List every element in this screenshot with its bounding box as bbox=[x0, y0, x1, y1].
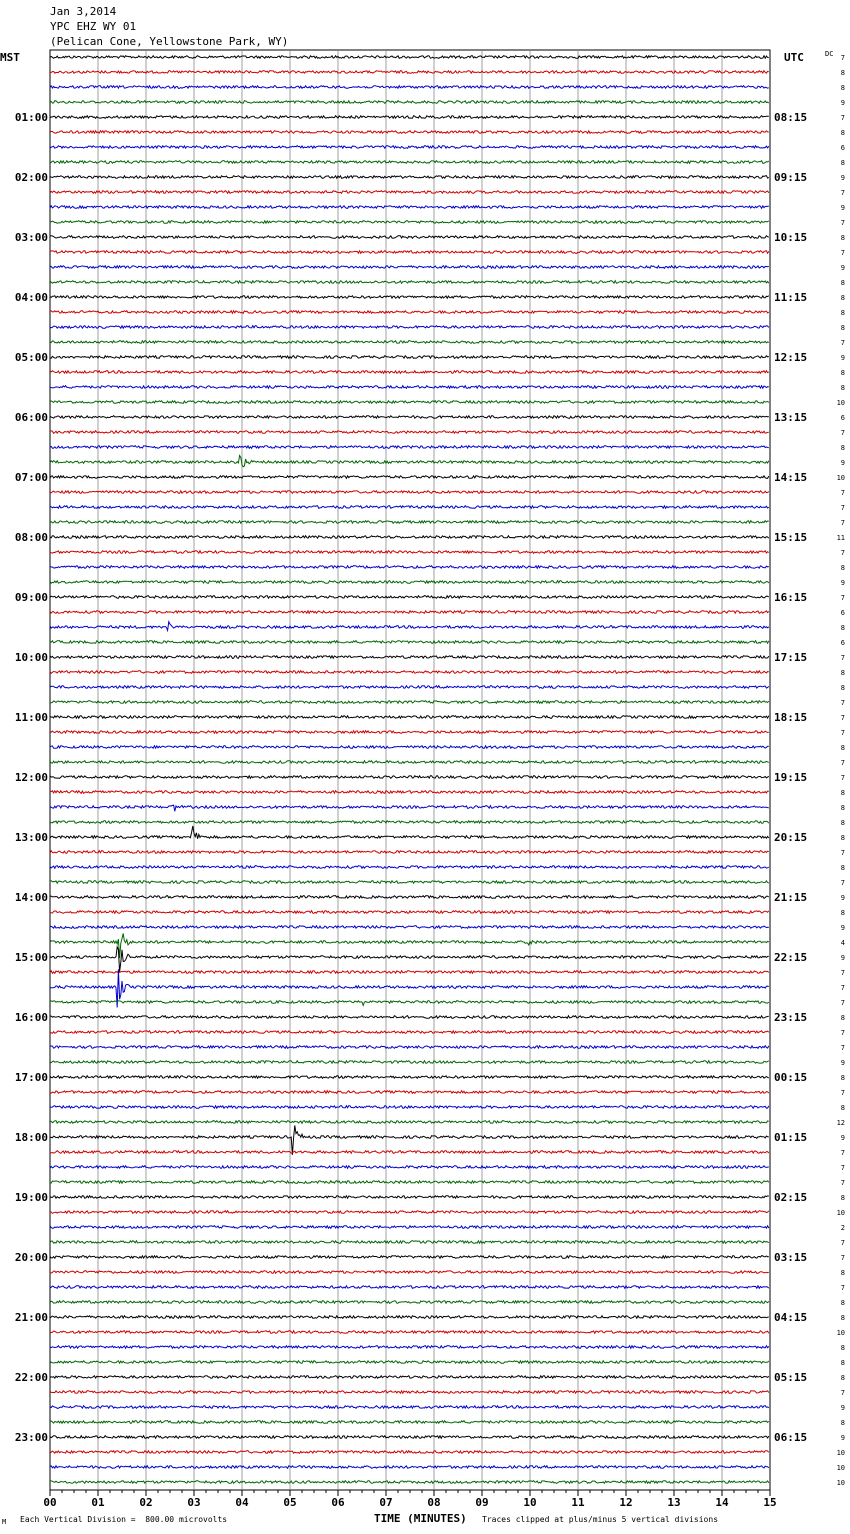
x-tick-label: 12 bbox=[619, 1496, 633, 1509]
dc-value: 7 bbox=[840, 54, 845, 62]
trace-row bbox=[50, 866, 769, 869]
trace-row bbox=[50, 1286, 769, 1289]
dc-value: 7 bbox=[840, 1029, 845, 1037]
dc-value: 7 bbox=[840, 339, 845, 347]
dc-value: 8 bbox=[840, 309, 845, 317]
right-hour-label: 08:15 bbox=[774, 111, 808, 124]
trace-row bbox=[50, 1001, 769, 1006]
right-hour-label: 10:15 bbox=[774, 231, 808, 244]
dc-value: 6 bbox=[840, 639, 845, 647]
left-hour-label: 07:00 bbox=[14, 471, 48, 484]
trace-row bbox=[50, 341, 769, 344]
trace-row bbox=[50, 116, 769, 119]
trace-row bbox=[50, 716, 769, 719]
trace-row bbox=[50, 281, 769, 284]
dc-value: 8 bbox=[840, 804, 845, 812]
x-tick-label: 09 bbox=[475, 1496, 489, 1509]
trace-row bbox=[50, 622, 769, 631]
right-hour-label: 12:15 bbox=[774, 351, 808, 364]
trace-row bbox=[50, 1406, 769, 1409]
dc-value: 7 bbox=[840, 249, 845, 257]
trace-row bbox=[50, 746, 769, 749]
dc-value: 8 bbox=[840, 1314, 845, 1322]
dc-value: 9 bbox=[840, 204, 845, 212]
dc-value: 7 bbox=[840, 984, 845, 992]
right-hour-label: 02:15 bbox=[774, 1191, 808, 1204]
dc-value: 6 bbox=[840, 414, 845, 422]
trace-row bbox=[50, 506, 769, 509]
dc-value: 8 bbox=[840, 369, 845, 377]
dc-value: 7 bbox=[840, 714, 845, 722]
trace-row bbox=[50, 1346, 769, 1349]
trace-row bbox=[50, 1421, 769, 1424]
trace-row bbox=[50, 911, 769, 914]
left-hour-label: 14:00 bbox=[14, 891, 48, 904]
trace-row bbox=[50, 1451, 769, 1454]
left-hour-label: 04:00 bbox=[14, 291, 48, 304]
axis-labels bbox=[15, 54, 845, 1509]
x-tick-label: 03 bbox=[187, 1496, 201, 1509]
dc-value: 7 bbox=[840, 1149, 845, 1157]
dc-value: 6 bbox=[840, 144, 845, 152]
left-hour-label: 23:00 bbox=[14, 1431, 48, 1444]
trace-row bbox=[50, 701, 769, 704]
dc-value: 7 bbox=[840, 1089, 845, 1097]
trace-row bbox=[50, 805, 769, 811]
dc-value: 7 bbox=[840, 594, 845, 602]
trace-row bbox=[50, 776, 769, 779]
trace-row bbox=[50, 1271, 769, 1274]
left-hour-label: 19:00 bbox=[14, 1191, 48, 1204]
trace-row bbox=[50, 1121, 769, 1124]
dc-value: 8 bbox=[840, 909, 845, 917]
x-axis-title: TIME (MINUTES) bbox=[374, 1512, 467, 1525]
dc-value: 7 bbox=[840, 969, 845, 977]
dc-value: 9 bbox=[840, 1404, 845, 1412]
dc-value: 7 bbox=[840, 729, 845, 737]
x-tick-label: 11 bbox=[571, 1496, 585, 1509]
right-hour-label: 03:15 bbox=[774, 1251, 808, 1264]
trace-row bbox=[50, 1211, 769, 1214]
dc-value: 8 bbox=[840, 1104, 845, 1112]
left-hour-label: 10:00 bbox=[14, 651, 48, 664]
trace-row bbox=[50, 821, 769, 824]
right-hour-label: 22:15 bbox=[774, 951, 808, 964]
x-tick-label: 02 bbox=[139, 1496, 153, 1509]
dc-value: 8 bbox=[840, 1359, 845, 1367]
dc-value: 6 bbox=[840, 609, 845, 617]
dc-value: 9 bbox=[840, 954, 845, 962]
trace-row bbox=[50, 326, 769, 329]
dc-value: 9 bbox=[840, 894, 845, 902]
trace-row bbox=[50, 296, 769, 299]
trace-row bbox=[50, 611, 769, 614]
left-hour-label: 16:00 bbox=[14, 1011, 48, 1024]
dc-value: 10 bbox=[836, 399, 845, 407]
left-hour-label: 02:00 bbox=[14, 171, 48, 184]
trace-row bbox=[50, 826, 769, 839]
dc-value: 7 bbox=[840, 1044, 845, 1052]
dc-value: 8 bbox=[840, 1194, 845, 1202]
right-hour-label: 23:15 bbox=[774, 1011, 808, 1024]
trace-row bbox=[50, 971, 769, 974]
trace-row bbox=[50, 1436, 769, 1439]
dc-value: 10 bbox=[836, 1449, 845, 1457]
dc-value: 7 bbox=[840, 1164, 845, 1172]
trace-row bbox=[50, 551, 769, 554]
trace-row bbox=[50, 881, 769, 884]
dc-value: 7 bbox=[840, 699, 845, 707]
trace-row bbox=[50, 1166, 769, 1169]
right-hour-label: 09:15 bbox=[774, 171, 808, 184]
dc-value: 8 bbox=[840, 324, 845, 332]
trace-row bbox=[50, 641, 769, 644]
dc-value: 7 bbox=[840, 879, 845, 887]
trace-row bbox=[50, 311, 769, 314]
x-tick-label: 13 bbox=[667, 1496, 681, 1509]
dc-value: 8 bbox=[840, 294, 845, 302]
dc-value: 8 bbox=[840, 1299, 845, 1307]
left-hour-label: 13:00 bbox=[14, 831, 48, 844]
dc-value: 8 bbox=[840, 1344, 845, 1352]
right-hour-label: 06:15 bbox=[774, 1431, 808, 1444]
dc-value: 7 bbox=[840, 774, 845, 782]
x-tick-label: 06 bbox=[331, 1496, 345, 1509]
left-hour-label: 20:00 bbox=[14, 1251, 48, 1264]
trace-row bbox=[50, 356, 769, 359]
dc-value: 8 bbox=[840, 84, 845, 92]
trace-row bbox=[50, 926, 769, 929]
dc-value: 10 bbox=[836, 474, 845, 482]
dc-value: 9 bbox=[840, 1434, 845, 1442]
trace-row bbox=[50, 1106, 769, 1109]
trace-row bbox=[50, 521, 769, 524]
left-timezone-label: MST bbox=[0, 51, 20, 64]
dc-value: 8 bbox=[840, 1374, 845, 1382]
dc-value: 7 bbox=[840, 759, 845, 767]
dc-value: 10 bbox=[836, 1209, 845, 1217]
dc-value: 8 bbox=[840, 69, 845, 77]
station-id: YPC EHZ WY 01 bbox=[50, 20, 137, 33]
trace-row bbox=[50, 191, 769, 194]
dc-value: 9 bbox=[840, 579, 845, 587]
dc-value: 9 bbox=[840, 459, 845, 467]
plot-frame bbox=[50, 50, 770, 1490]
dc-value: 8 bbox=[840, 444, 845, 452]
dc-value: 8 bbox=[840, 834, 845, 842]
x-tick-label: 00 bbox=[43, 1496, 57, 1509]
left-hour-label: 22:00 bbox=[14, 1371, 48, 1384]
x-tick-label: 05 bbox=[283, 1496, 297, 1509]
dc-value: 7 bbox=[840, 654, 845, 662]
trace-row bbox=[50, 101, 769, 104]
dc-value: 7 bbox=[840, 114, 845, 122]
left-hour-label: 11:00 bbox=[14, 711, 48, 724]
dc-value: 7 bbox=[840, 429, 845, 437]
dc-value: 10 bbox=[836, 1329, 845, 1337]
trace-row bbox=[50, 456, 769, 467]
x-tick-label: 14 bbox=[715, 1496, 729, 1509]
left-hour-label: 03:00 bbox=[14, 231, 48, 244]
left-hour-label: 12:00 bbox=[14, 771, 48, 784]
right-hour-label: 00:15 bbox=[774, 1071, 808, 1084]
footer-clip-note: Traces clipped at plus/minus 5 vertical divisions bbox=[482, 1515, 719, 1524]
dc-value: 9 bbox=[840, 264, 845, 272]
x-tick-label: 01 bbox=[91, 1496, 105, 1509]
dc-value: 7 bbox=[840, 549, 845, 557]
trace-row bbox=[50, 1196, 769, 1199]
trace-row bbox=[50, 221, 769, 224]
right-hour-label: 01:15 bbox=[774, 1131, 808, 1144]
dc-value: 8 bbox=[840, 129, 845, 137]
trace-row bbox=[50, 656, 769, 659]
trace-row bbox=[50, 1466, 769, 1469]
trace-row bbox=[50, 581, 769, 584]
left-hour-label: 05:00 bbox=[14, 351, 48, 364]
left-hour-label: 18:00 bbox=[14, 1131, 48, 1144]
trace-row bbox=[50, 596, 769, 599]
trace-row bbox=[50, 1016, 769, 1019]
dc-value: 8 bbox=[840, 789, 845, 797]
dc-value: 8 bbox=[840, 1074, 845, 1082]
dc-value: 7 bbox=[840, 1254, 845, 1262]
right-hour-label: 17:15 bbox=[774, 651, 808, 664]
left-hour-label: 17:00 bbox=[14, 1071, 48, 1084]
dc-value: 9 bbox=[840, 354, 845, 362]
trace-row bbox=[50, 491, 769, 494]
dc-value: 10 bbox=[836, 1464, 845, 1472]
dc-value: 9 bbox=[840, 924, 845, 932]
dc-value: 8 bbox=[840, 1014, 845, 1022]
dc-value: 7 bbox=[840, 489, 845, 497]
dc-value: 7 bbox=[840, 1179, 845, 1187]
dc-value: 7 bbox=[840, 519, 845, 527]
dc-value: 8 bbox=[840, 669, 845, 677]
right-hour-label: 13:15 bbox=[774, 411, 808, 424]
trace-row bbox=[50, 161, 769, 164]
trace-row bbox=[50, 1031, 769, 1034]
dc-value: 7 bbox=[840, 1284, 845, 1292]
dc-value: 8 bbox=[840, 744, 845, 752]
trace-row bbox=[50, 416, 769, 419]
dc-value: 8 bbox=[840, 819, 845, 827]
trace-row bbox=[50, 401, 769, 404]
dc-value: 9 bbox=[840, 1134, 845, 1142]
x-tick-label: 08 bbox=[427, 1496, 441, 1509]
station-location: (Pelican Cone, Yellowstone Park, WY) bbox=[50, 35, 289, 48]
dc-value: 8 bbox=[840, 564, 845, 572]
trace-row bbox=[50, 446, 769, 449]
dc-value: 7 bbox=[840, 1389, 845, 1397]
trace-row bbox=[50, 686, 769, 689]
trace-row bbox=[50, 476, 769, 479]
dc-value: 9 bbox=[840, 99, 845, 107]
right-timezone-label: UTC bbox=[784, 51, 804, 64]
trace-row bbox=[50, 536, 769, 539]
dc-value: 7 bbox=[840, 849, 845, 857]
trace-row bbox=[50, 86, 769, 89]
trace-row bbox=[50, 371, 769, 374]
trace-row bbox=[50, 731, 769, 734]
dc-value: 7 bbox=[840, 219, 845, 227]
trace-row bbox=[50, 146, 769, 149]
dc-value: 7 bbox=[840, 189, 845, 197]
trace-row bbox=[50, 1391, 769, 1394]
left-hour-label: 21:00 bbox=[14, 1311, 48, 1324]
trace-row bbox=[50, 566, 769, 569]
left-hour-label: 08:00 bbox=[14, 531, 48, 544]
right-hour-label: 04:15 bbox=[774, 1311, 808, 1324]
dc-value: 7 bbox=[840, 504, 845, 512]
trace-row bbox=[50, 947, 769, 972]
trace-row bbox=[50, 791, 769, 794]
x-tick-label: 04 bbox=[235, 1496, 249, 1509]
right-hour-label: 21:15 bbox=[774, 891, 808, 904]
left-hour-label: 15:00 bbox=[14, 951, 48, 964]
dc-value: 8 bbox=[840, 1419, 845, 1427]
trace-row bbox=[50, 131, 769, 134]
trace-row bbox=[50, 251, 769, 254]
left-hour-label: 06:00 bbox=[14, 411, 48, 424]
trace-row bbox=[50, 1046, 769, 1049]
right-hour-label: 19:15 bbox=[774, 771, 808, 784]
trace-row bbox=[50, 56, 769, 59]
left-hour-label: 01:00 bbox=[14, 111, 48, 124]
trace-row bbox=[50, 1316, 769, 1319]
trace-row bbox=[50, 236, 769, 239]
trace-row bbox=[50, 266, 769, 269]
chart-title-date: Jan 3,2014 bbox=[50, 5, 117, 18]
dc-value: 10 bbox=[836, 1479, 845, 1487]
right-hour-label: 11:15 bbox=[774, 291, 808, 304]
dc-value: 8 bbox=[840, 159, 845, 167]
dc-value: 8 bbox=[840, 684, 845, 692]
dc-value: 8 bbox=[840, 864, 845, 872]
x-tick-label: 15 bbox=[763, 1496, 777, 1509]
dc-value: 8 bbox=[840, 384, 845, 392]
x-tick-label: 10 bbox=[523, 1496, 537, 1509]
trace-row bbox=[50, 934, 769, 959]
trace-row bbox=[50, 1256, 769, 1259]
trace-row bbox=[50, 1361, 769, 1364]
trace-row bbox=[50, 1331, 769, 1334]
trace-row bbox=[50, 1151, 769, 1154]
dc-value: 7 bbox=[840, 1239, 845, 1247]
trace-row bbox=[50, 431, 769, 434]
trace-row bbox=[50, 1376, 769, 1379]
dc-value: 8 bbox=[840, 624, 845, 632]
trace-group bbox=[50, 56, 769, 1484]
trace-row bbox=[50, 1226, 769, 1229]
right-hour-label: 16:15 bbox=[774, 591, 808, 604]
trace-row bbox=[50, 1241, 769, 1244]
dc-value: 8 bbox=[840, 279, 845, 287]
dc-value: 11 bbox=[836, 534, 845, 542]
right-hour-label: 20:15 bbox=[774, 831, 808, 844]
right-hour-label: 14:15 bbox=[774, 471, 808, 484]
footer-scale-note: Each Vertical Division = 800.00 microvolts bbox=[20, 1515, 228, 1524]
trace-row bbox=[50, 1076, 769, 1079]
dc-value: 8 bbox=[840, 234, 845, 242]
trace-row bbox=[50, 1091, 769, 1094]
footer-left-mark: M bbox=[2, 1518, 7, 1526]
dc-value: 7 bbox=[840, 999, 845, 1007]
trace-row bbox=[50, 896, 769, 899]
right-hour-label: 05:15 bbox=[774, 1371, 808, 1384]
trace-row bbox=[50, 1301, 769, 1304]
trace-row bbox=[50, 761, 769, 764]
trace-row bbox=[50, 71, 769, 74]
trace-row bbox=[50, 206, 769, 209]
right-hour-label: 18:15 bbox=[774, 711, 808, 724]
dc-value: 12 bbox=[836, 1119, 845, 1127]
trace-row bbox=[50, 1481, 769, 1484]
dc-value: 8 bbox=[840, 1269, 845, 1277]
dc-header: DC bbox=[825, 50, 834, 58]
trace-row bbox=[50, 851, 769, 854]
left-hour-label: 09:00 bbox=[14, 591, 48, 604]
trace-row bbox=[50, 1061, 769, 1064]
dc-value: 4 bbox=[840, 939, 845, 947]
right-hour-label: 15:15 bbox=[774, 531, 808, 544]
x-tick-label: 07 bbox=[379, 1496, 393, 1509]
trace-row bbox=[50, 671, 769, 674]
trace-row bbox=[50, 1181, 769, 1184]
dc-value: 9 bbox=[840, 1059, 845, 1067]
dc-value: 9 bbox=[840, 174, 845, 182]
trace-row bbox=[50, 176, 769, 179]
trace-row bbox=[50, 386, 769, 389]
dc-value: 2 bbox=[840, 1224, 845, 1232]
